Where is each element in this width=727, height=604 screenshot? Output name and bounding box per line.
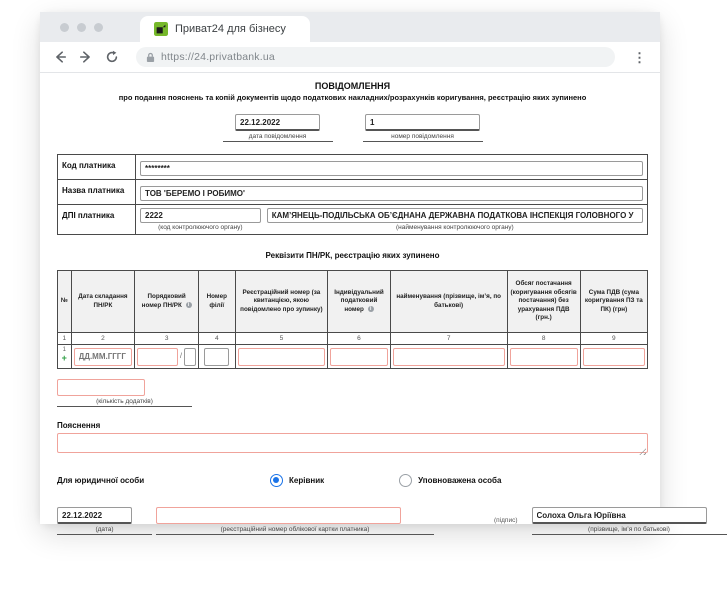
browser-tab[interactable] bbox=[140, 16, 310, 42]
info-icon[interactable]: i bbox=[186, 302, 192, 308]
ordinal-separator: / bbox=[180, 353, 182, 360]
reload-icon[interactable] bbox=[104, 49, 120, 65]
col-header-volume: Обсяг постачання (коригування обсягів постачання) без урахування ПДВ (грн.) bbox=[508, 271, 581, 333]
col-header-vat: Сума ПДВ (сума коригування ПЗ та ПК) (грн) bbox=[581, 271, 648, 333]
col-num: 6 bbox=[328, 333, 391, 345]
col-header-index: № bbox=[58, 271, 72, 333]
payer-dpi-label: ДПІ платника bbox=[58, 205, 136, 234]
payer-table bbox=[57, 154, 648, 235]
signature-sign-label: (підпис) bbox=[494, 517, 518, 524]
col-num: 5 bbox=[236, 333, 329, 345]
col-num: 7 bbox=[391, 333, 508, 345]
radio-option-kerivnyk[interactable]: Керівник bbox=[270, 474, 324, 487]
notice-meta-row bbox=[57, 114, 648, 142]
signature-regnum-input[interactable] bbox=[156, 507, 401, 524]
radio-option-upovnovazhena[interactable]: Уповноважена особа bbox=[399, 474, 501, 487]
notice-number-label: номер повідомлення bbox=[363, 133, 483, 142]
requisites-number-row bbox=[58, 333, 648, 345]
explanation-textarea[interactable] bbox=[57, 433, 648, 453]
payer-code-input[interactable] bbox=[140, 161, 643, 176]
add-row-button[interactable]: + bbox=[61, 353, 67, 363]
notice-number-input[interactable] bbox=[365, 114, 480, 131]
payer-name-label: Назва платника bbox=[58, 180, 136, 204]
col-header-branch: Номер філії bbox=[199, 271, 236, 333]
tax-number-input[interactable] bbox=[330, 348, 388, 366]
back-icon[interactable] bbox=[52, 49, 68, 65]
col-header-regnum: Реєстраційний номер (за квитанцією, якою повідомлено про зупинку) bbox=[236, 271, 329, 333]
lock-icon bbox=[146, 52, 155, 63]
col-num: 9 bbox=[581, 333, 648, 345]
url-text: https://24.privatbank.ua bbox=[161, 51, 275, 63]
col-num: 2 bbox=[72, 333, 136, 345]
window-maximize-button[interactable] bbox=[94, 23, 103, 32]
pn-date-input[interactable] bbox=[74, 348, 133, 366]
row-index: 1 bbox=[62, 347, 66, 353]
col-header-date: Дата складання ПН/РК bbox=[72, 271, 136, 333]
forward-icon[interactable] bbox=[78, 49, 94, 65]
window-minimize-button[interactable] bbox=[77, 23, 86, 32]
dpi-name-caption: (найменування контролюючого органу) bbox=[395, 224, 514, 231]
vat-amount-input[interactable] bbox=[583, 348, 645, 366]
radio-unselected-icon[interactable] bbox=[399, 474, 412, 487]
col-header-taxnum: Індивідуальний податковий номер i bbox=[328, 271, 391, 333]
counterparty-name-input[interactable] bbox=[393, 348, 505, 366]
signatory-row bbox=[57, 474, 648, 487]
notice-date-input[interactable] bbox=[235, 114, 320, 131]
signature-regnum-label: (реєстраційний номер облікової картки платника) bbox=[156, 526, 434, 535]
requisites-input-row bbox=[58, 345, 648, 369]
row-index-cell bbox=[58, 345, 72, 369]
requisites-header-row bbox=[58, 271, 648, 333]
payer-code-row bbox=[58, 155, 647, 179]
page-subtitle: про подання пояснень та копій документів щодо податкових накладних/розрахунків коригування, реєстрацію яких зупинено bbox=[118, 93, 587, 102]
tab-title: Приват24 для бізнесу bbox=[175, 23, 286, 35]
dpi-code-input[interactable] bbox=[140, 208, 261, 223]
pn-ordinal-input[interactable] bbox=[137, 348, 178, 366]
page-title: ПОВІДОМЛЕННЯ bbox=[314, 81, 391, 91]
supply-volume-input[interactable] bbox=[510, 348, 578, 366]
payer-name-input[interactable] bbox=[140, 186, 643, 201]
browser-window bbox=[40, 12, 670, 533]
info-icon[interactable]: i bbox=[368, 306, 374, 312]
explanation-box bbox=[57, 433, 648, 458]
col-num: 8 bbox=[508, 333, 581, 345]
payer-code-label: Код платника bbox=[58, 155, 136, 179]
payer-name-row bbox=[58, 179, 647, 204]
browser-toolbar bbox=[40, 42, 660, 72]
pn-ordinal-suffix-input[interactable] bbox=[184, 348, 196, 366]
signature-date-label: (дата) bbox=[57, 526, 152, 535]
registration-number-input[interactable] bbox=[238, 348, 326, 366]
attachments-label: (кількість додатків) bbox=[57, 398, 192, 407]
requisites-table bbox=[57, 270, 648, 369]
signatory-label: Для юридичної особи bbox=[57, 476, 145, 485]
signature-name-label: (прізвище, ім’я по батькові) bbox=[532, 526, 727, 535]
privatbank-logo-icon bbox=[154, 22, 168, 36]
window-controls[interactable] bbox=[60, 23, 103, 32]
radio-selected-icon[interactable] bbox=[270, 474, 283, 487]
form-page bbox=[40, 73, 670, 533]
browser-menu-icon[interactable]: ⋮ bbox=[633, 49, 646, 65]
signature-name-input[interactable] bbox=[532, 507, 707, 524]
payer-dpi-row bbox=[58, 204, 647, 234]
col-num: 1 bbox=[58, 333, 72, 345]
col-header-name: найменування (прізвище, ім’я, по батькові) bbox=[391, 271, 508, 333]
attachments-group bbox=[57, 379, 192, 407]
col-num: 4 bbox=[199, 333, 236, 345]
branch-number-input[interactable] bbox=[204, 348, 229, 366]
url-bar[interactable] bbox=[136, 47, 615, 67]
window-close-button[interactable] bbox=[60, 23, 69, 32]
col-num: 3 bbox=[135, 333, 199, 345]
dpi-name-input[interactable] bbox=[267, 208, 643, 223]
requisites-title: Реквізити ПН/РК, реєстрацію яких зупинено bbox=[265, 251, 440, 260]
attachments-count-input[interactable] bbox=[57, 379, 145, 396]
dpi-code-caption: (код контролюючого органу) bbox=[158, 224, 243, 231]
col-header-ordinal: Порядковий номер ПН/РК i bbox=[135, 271, 199, 333]
signature-row bbox=[57, 507, 670, 535]
explanation-label: Пояснення bbox=[57, 421, 101, 430]
tab-strip bbox=[40, 12, 660, 42]
notice-date-label: дата повідомлення bbox=[223, 133, 333, 142]
signature-date-input[interactable] bbox=[57, 507, 132, 524]
